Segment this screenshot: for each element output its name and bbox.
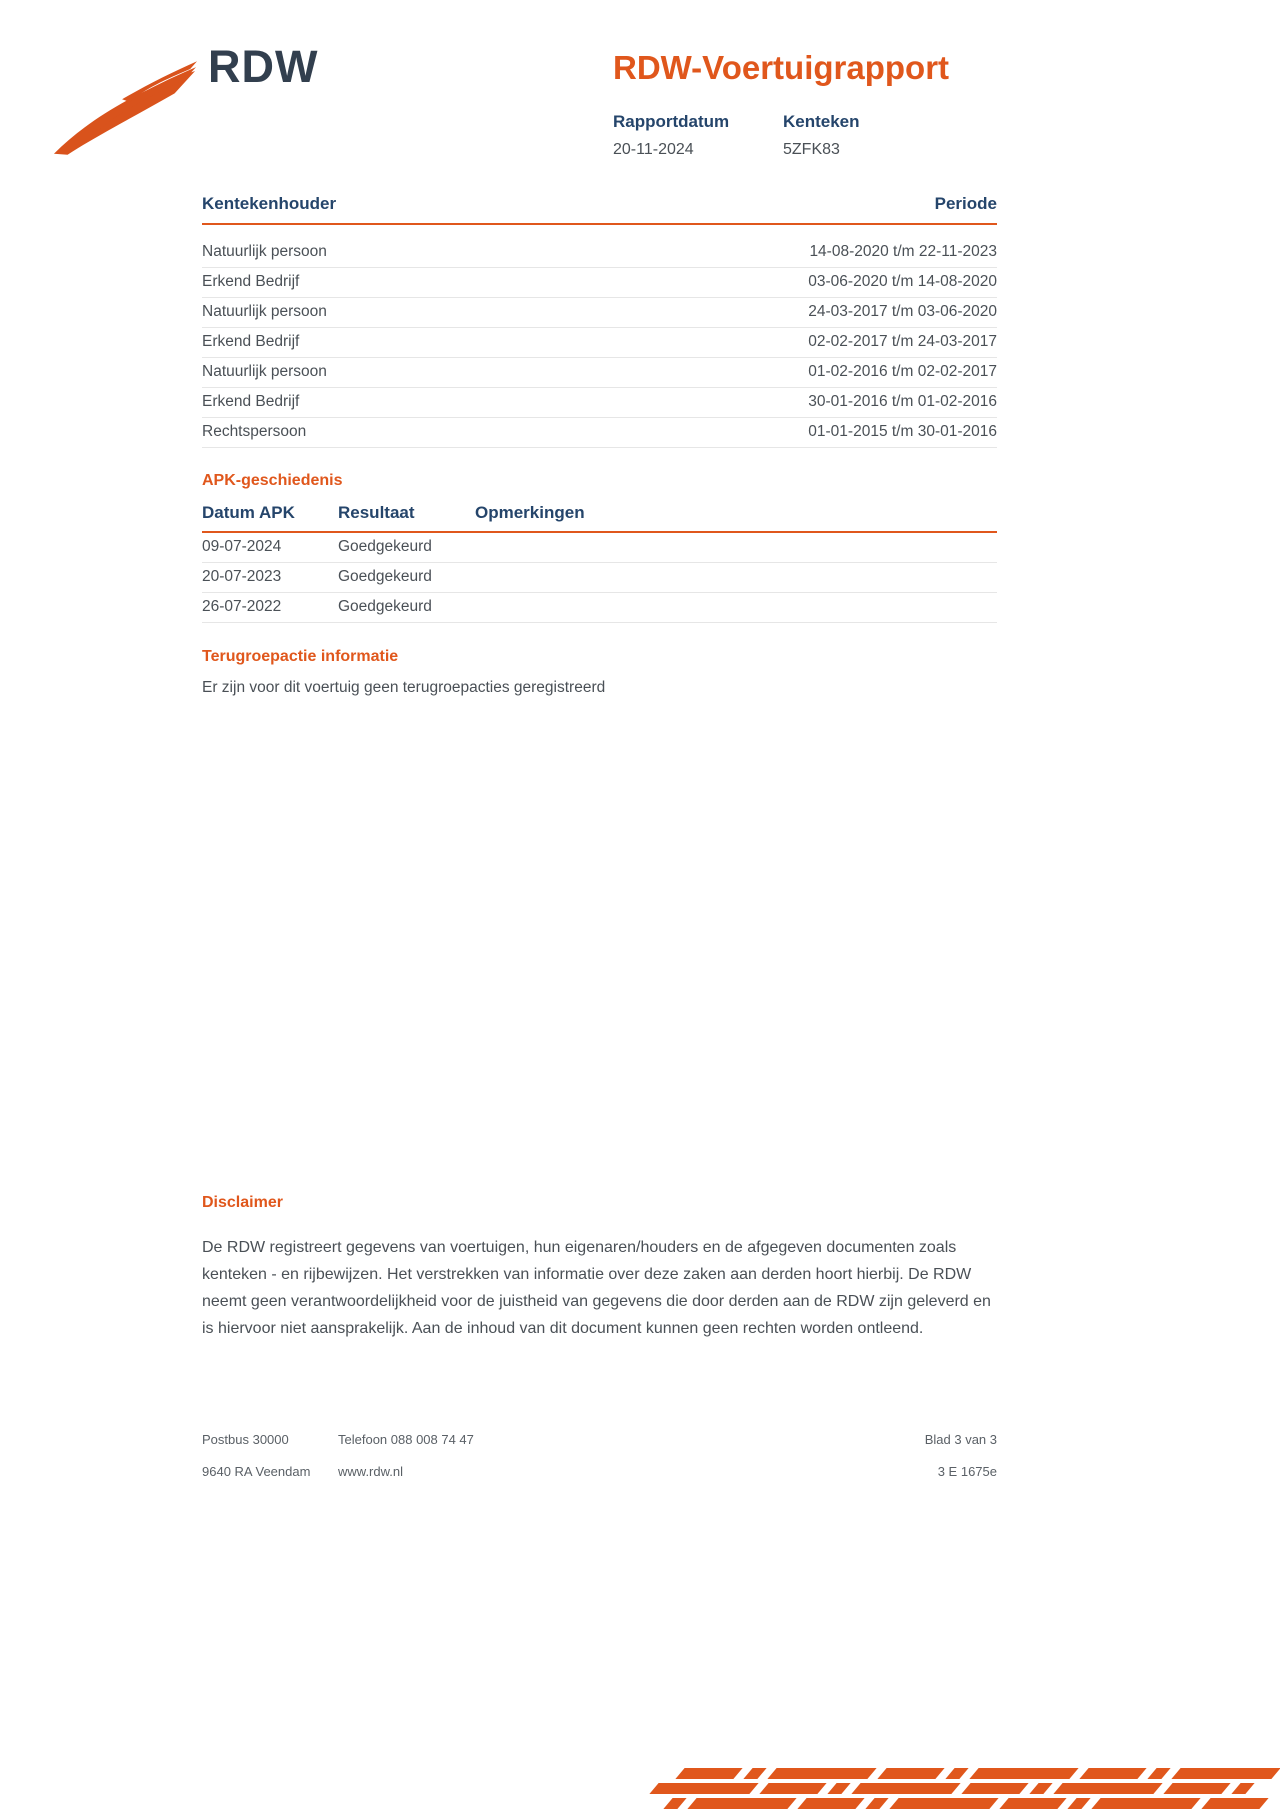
holder-period: 30-01-2016 t/m 01-02-2016 [808, 393, 997, 410]
footer-address-line1: Postbus 30000 [202, 1432, 289, 1447]
diagonal-stripes-decoration [650, 1768, 1280, 1812]
kentekenhouder-table-header [202, 194, 997, 225]
holder-period: 03-06-2020 t/m 14-08-2020 [808, 273, 997, 290]
license-plate-label: Kenteken [783, 112, 860, 132]
report-date-value: 20-11-2024 [613, 141, 694, 159]
apk-remarks [475, 568, 997, 586]
stripe-row [654, 1783, 1250, 1794]
table-row [202, 593, 997, 623]
page-title: RDW-Voertuigrapport [613, 49, 950, 86]
report-date-label: Rapportdatum [613, 112, 730, 132]
holder-period: 24-03-2017 t/m 03-06-2020 [808, 303, 997, 320]
table-row [202, 238, 997, 268]
table-row [202, 298, 997, 328]
footer-address-line2: 9640 RA Veendam [202, 1464, 311, 1479]
stripe-row [668, 1798, 1264, 1809]
apk-column-resultaat: Resultaat [338, 503, 415, 522]
apk-rows [202, 533, 997, 623]
disclaimer-text: De RDW registreert gegevens van voertuigen, hun eigenaren/houders en de afgegeven documenten zoals kenteken - en rijbewijzen. Het verstrekken van informatie over deze zaken aan derden hoort hierbij. De RDW neemt geen verantwoordelijkheid voor de juistheid van gegevens die door derden aan de RDW zijn geleverd en is hiervoor niet aansprakelijk. Aan de inhoud van dit document kunnen geen rechten worden ontleend. [202, 1239, 991, 1337]
holder-type: Erkend Bedrijf [202, 273, 300, 290]
kentekenhouder-rows [202, 238, 997, 448]
apk-column-opmerkingen: Opmerkingen [475, 503, 585, 522]
apk-date: 26-07-2022 [202, 598, 282, 615]
report-meta [613, 112, 997, 159]
table-row [202, 533, 997, 563]
license-plate-value: 5ZFK83 [783, 141, 840, 159]
kentekenhouder-section [202, 194, 997, 448]
table-row [202, 418, 997, 448]
rdw-logo [52, 41, 319, 156]
apk-column-datum: Datum APK [202, 503, 295, 522]
footer [202, 1432, 997, 1496]
holder-period: 02-02-2017 t/m 24-03-2017 [808, 333, 997, 350]
report-date-block [613, 112, 783, 159]
footer-page-indicator: Blad 3 van 3 [924, 1432, 997, 1447]
apk-section [202, 472, 997, 623]
terugroepactie-heading: Terugroepactie informatie [202, 648, 399, 665]
apk-table-header [202, 503, 997, 533]
footer-website: www.rdw.nl [338, 1464, 404, 1479]
footer-phone: Telefoon 088 008 74 47 [338, 1432, 474, 1447]
table-row [202, 268, 997, 298]
table-row [202, 358, 997, 388]
footer-document-code: 3 E 1675e [937, 1464, 997, 1479]
periode-heading: Periode [934, 194, 997, 213]
footer-row [202, 1432, 997, 1447]
table-row [202, 563, 997, 593]
holder-period: 01-01-2015 t/m 30-01-2016 [808, 423, 997, 440]
apk-result: Goedgekeurd [338, 568, 432, 585]
holder-type: Erkend Bedrijf [202, 333, 300, 350]
holder-type: Rechtspersoon [202, 423, 307, 440]
rdw-logo-swoosh-icon [52, 58, 198, 156]
apk-date: 09-07-2024 [202, 538, 282, 555]
holder-type: Erkend Bedrijf [202, 393, 300, 410]
holder-type: Natuurlijk persoon [202, 363, 327, 380]
disclaimer-section [202, 1194, 997, 1342]
holder-period: 14-08-2020 t/m 22-11-2023 [809, 243, 997, 260]
apk-heading: APK-geschiedenis [202, 472, 343, 489]
rdw-logo-text: RDW [208, 41, 319, 92]
terugroepactie-text: Er zijn voor dit voertuig geen terugroepacties geregistreerd [202, 679, 606, 696]
apk-result: Goedgekeurd [338, 598, 432, 615]
holder-type: Natuurlijk persoon [202, 303, 327, 320]
table-row [202, 328, 997, 358]
kentekenhouder-heading: Kentekenhouder [202, 194, 337, 213]
license-plate-block [783, 112, 860, 159]
terugroepactie-section [202, 648, 997, 697]
report-header [613, 50, 997, 159]
disclaimer-heading: Disclaimer [202, 1194, 283, 1211]
stripe-row [680, 1768, 1276, 1779]
apk-result: Goedgekeurd [338, 538, 432, 555]
apk-remarks [475, 598, 997, 616]
holder-type: Natuurlijk persoon [202, 243, 327, 260]
table-row [202, 388, 997, 418]
apk-date: 20-07-2023 [202, 568, 282, 585]
apk-remarks [475, 538, 997, 556]
holder-period: 01-02-2016 t/m 02-02-2017 [808, 363, 997, 380]
footer-row [202, 1464, 997, 1479]
